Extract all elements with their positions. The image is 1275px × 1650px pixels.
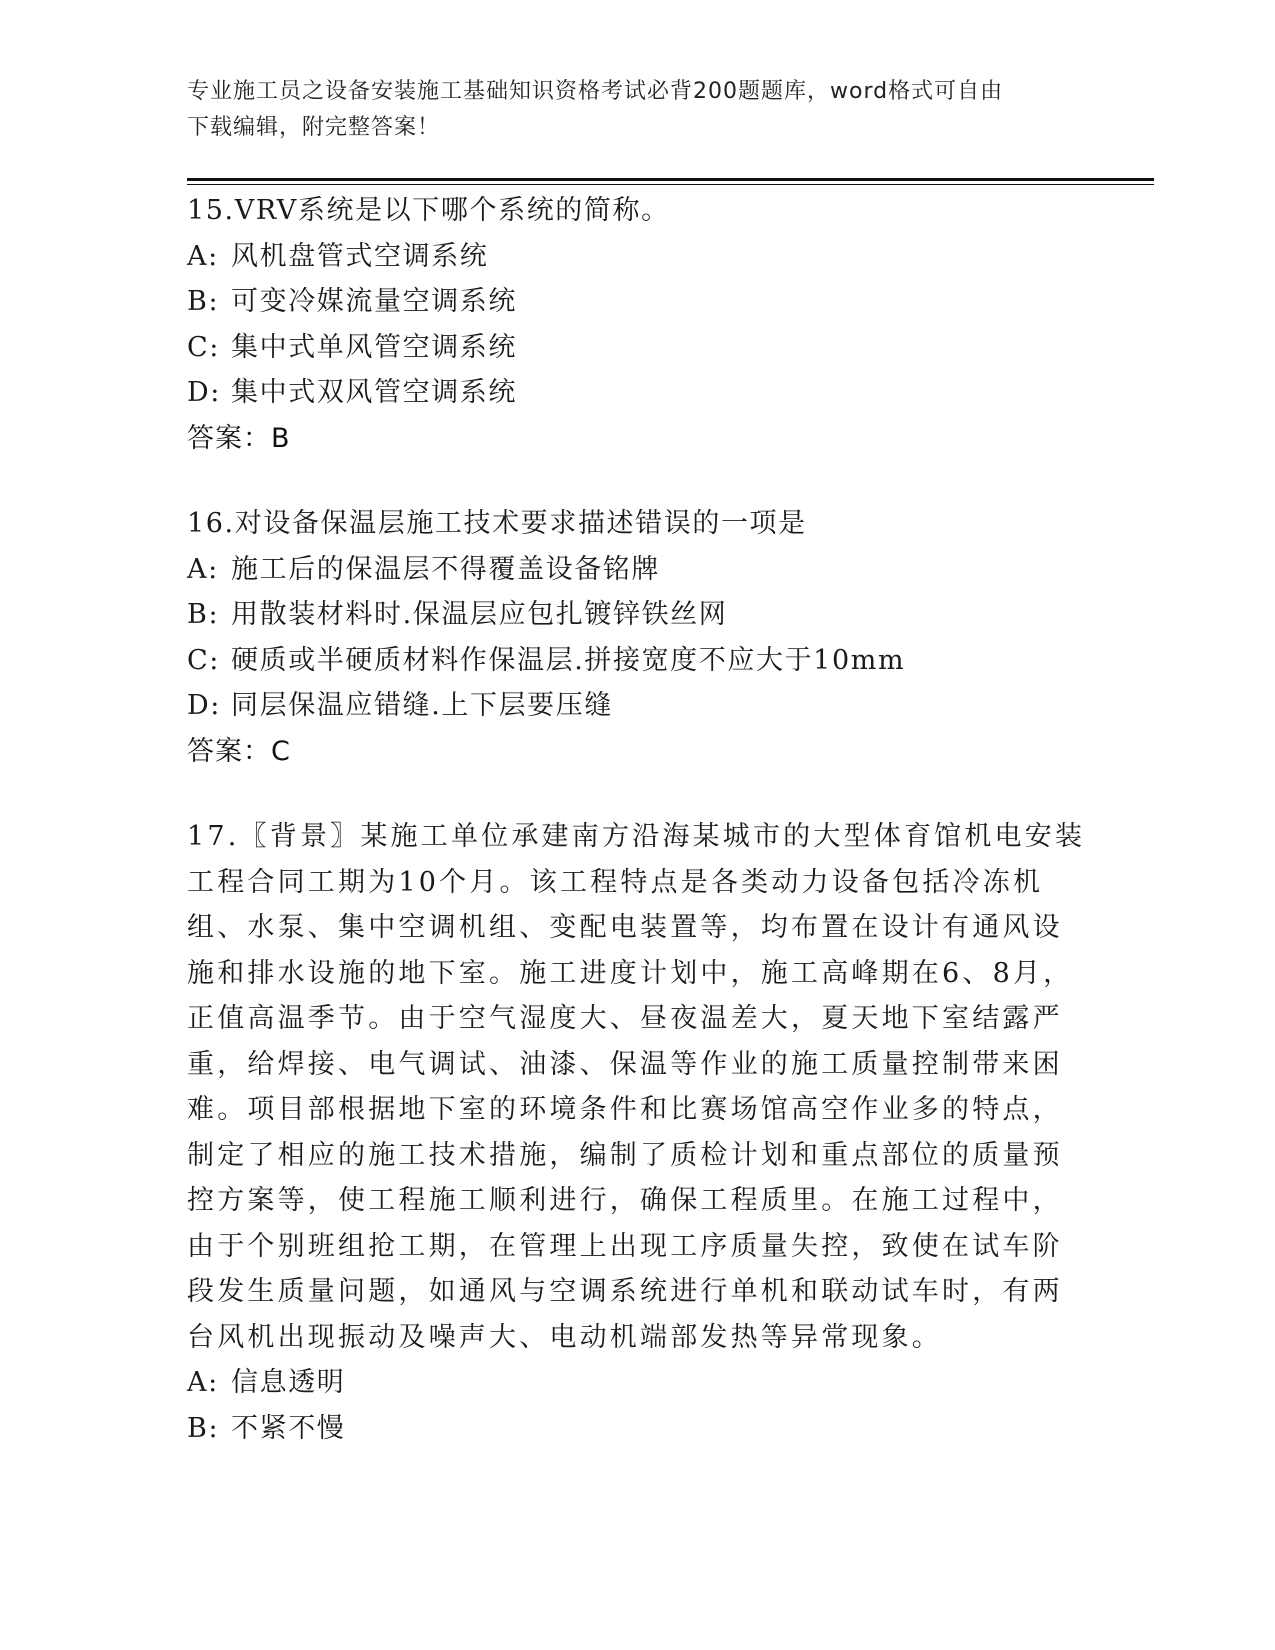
option-c xyxy=(187,638,1087,684)
option-text: 用散装材料时.保温层应包扎镀锌铁丝网 xyxy=(231,599,728,630)
question-stem: 17.〖背景〗某施工单位承建南方沿海某城市的大型体育馆机电安装工程合同工期为10个月。该工程特点是各类动力设备包括冷冻机组、水泵、集中空调机组、变配电装置等，均布置在设计有通风设施和排水设施的地下室。施工进度计划中，施工高峰期在6、8月，正值高温季节。由于空气湿度大、昼夜温差大，夏天地下室结露严重，给焊接、电气调试、油漆、保温等作业的施工质量控制带来困难。项目部根据地下室的环境条件和比赛场馆高空作业多的特点，制定了相应的施工技术措施，编制了质检计划和重点部位的质量预控方案等，使工程施工顺利进行，确保工程质里。在施工过程中，由于个别班组抢工期，在管理上出现工序质量失控，致使在试车阶段发生质量问题，如通风与空调系统进行单机和联动试车时，有两台风机出现振动及噪声大、电动机端部发热等异常现象。 xyxy=(187,821,1086,1353)
answer-line: 答案：B xyxy=(187,422,291,454)
option-text: 集中式双风管空调系统 xyxy=(231,377,517,408)
option-key: C: xyxy=(187,644,220,676)
option-key: B: xyxy=(187,1412,220,1444)
option-d xyxy=(187,683,1087,729)
option-key: A: xyxy=(187,1367,219,1398)
option-text: 风机盘管式空调系统 xyxy=(231,240,489,272)
question-17 xyxy=(187,814,1087,1451)
question-stem: 16.对设备保温层施工技术要求描述错误的一项是 xyxy=(187,508,807,539)
option-b xyxy=(187,279,1087,325)
option-key: C: xyxy=(187,331,220,363)
option-text: 施工后的保温层不得覆盖设备铭牌 xyxy=(231,553,660,585)
option-text: 硬质或半硬质材料作保温层.拼接宽度不应大于10mm xyxy=(231,644,906,676)
option-d xyxy=(187,370,1087,416)
header-divider-thin xyxy=(187,184,1154,185)
option-text: 可变冷媒流量空调系统 xyxy=(231,286,517,317)
option-text: 信息透明 xyxy=(231,1367,346,1398)
option-key: D: xyxy=(187,377,221,408)
question-16 xyxy=(187,501,1087,774)
header-divider-thick xyxy=(187,178,1154,181)
option-key: D: xyxy=(187,690,221,721)
question-15 xyxy=(187,188,1087,461)
option-text: 不紧不慢 xyxy=(231,1412,346,1444)
header-line-2: 下载编辑，附完整答案！ xyxy=(187,115,441,140)
option-key: B: xyxy=(187,599,220,630)
option-a xyxy=(187,234,1087,280)
option-c xyxy=(187,325,1087,371)
option-key: A: xyxy=(187,553,219,585)
option-a xyxy=(187,547,1087,593)
question-stem: 15.VRV系统是以下哪个系统的简称。 xyxy=(187,195,670,226)
option-key: A: xyxy=(187,240,219,272)
document-header xyxy=(187,74,1067,146)
option-key: B: xyxy=(187,286,220,317)
header-line-1: 专业施工员之设备安装施工基础知识资格考试必背200题题库，word格式可自由 xyxy=(187,79,1004,104)
option-b xyxy=(187,592,1087,638)
question-list xyxy=(187,188,1087,1491)
option-text: 集中式单风管空调系统 xyxy=(231,331,517,363)
option-text: 同层保温应错缝.上下层要压缝 xyxy=(231,690,613,721)
option-a xyxy=(187,1360,1087,1406)
answer-line: 答案：C xyxy=(187,735,291,767)
option-b xyxy=(187,1406,1087,1452)
